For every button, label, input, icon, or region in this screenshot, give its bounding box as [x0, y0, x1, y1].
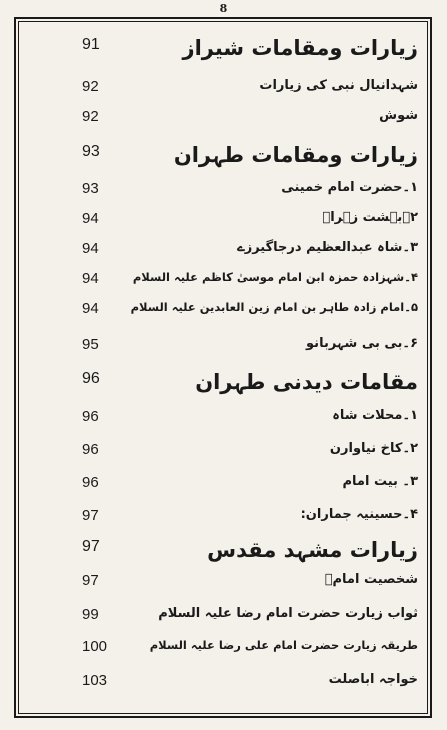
- page-ref: 96: [82, 370, 100, 387]
- page-ref: 94: [82, 210, 99, 227]
- entry-label: ۴۔حسینیہ جماران:: [300, 507, 418, 522]
- page-ref: 95: [82, 336, 99, 353]
- entry-label: ۲۔کاخ نیاوارن: [329, 441, 418, 456]
- page-ref: 97: [82, 572, 99, 589]
- page-ref: 94: [82, 300, 99, 317]
- entry-label: ۲۔بہشت زہراؑ: [322, 210, 418, 225]
- page-ref: 97: [82, 507, 99, 524]
- page-ref: 96: [82, 441, 99, 458]
- page-number: 8: [219, 2, 228, 15]
- page-ref: 96: [82, 474, 99, 491]
- entry-label: ۴۔شہزادہ حمزہ ابن امام موسیٰ کاظم علیہ السلام: [132, 270, 418, 284]
- section-title: زیارات ومقامات شیراز: [182, 36, 418, 60]
- entry-label: ۶۔بی بی شہربانو: [306, 336, 418, 351]
- page-ref: 93: [82, 143, 100, 160]
- section-title: مقامات دیدنی طہران: [195, 370, 418, 394]
- entry-label: شہدانیال نبی کی زیارات: [259, 78, 418, 93]
- page-ref: 96: [82, 408, 99, 425]
- page-ref: 91: [82, 36, 100, 53]
- entry-label: ۳۔شاہ عبدالعظیم درجاگیرزے: [237, 240, 418, 255]
- page-ref: 94: [82, 270, 99, 287]
- entry-label: ۱۔حضرت امام خمینی: [281, 180, 418, 195]
- entry-label: شخصیت امامؑ: [324, 572, 418, 587]
- section-title: زیارات مشہد مقدس: [207, 538, 418, 562]
- entry-label: ۵۔امام زادہ طاہر بن امام زین العابدین علیہ السلام: [130, 300, 418, 314]
- section-title: زیارات ومقامات طہران: [173, 143, 418, 167]
- entry-label: ۱۔محلات شاہ: [332, 408, 418, 423]
- entry-label: ۳۔ بیت امام: [342, 474, 418, 489]
- entry-label: طریقہ زیارت حضرت امام علی رضا علیہ السلام: [149, 638, 418, 652]
- page-ref: 97: [82, 538, 100, 555]
- page-ref: 99: [82, 606, 99, 623]
- entry-label: ثواب زیارت حضرت امام رضا علیہ السلام: [158, 606, 418, 621]
- page-ref: 100: [82, 638, 108, 655]
- page-ref: 94: [82, 240, 99, 257]
- page-ref: 92: [82, 78, 99, 95]
- page-ref: 92: [82, 108, 99, 125]
- page-ref: 103: [82, 672, 108, 689]
- entry-label: خواجہ اباصلت: [328, 672, 418, 687]
- page-ref: 93: [82, 180, 99, 197]
- entry-label: شوش: [379, 108, 418, 123]
